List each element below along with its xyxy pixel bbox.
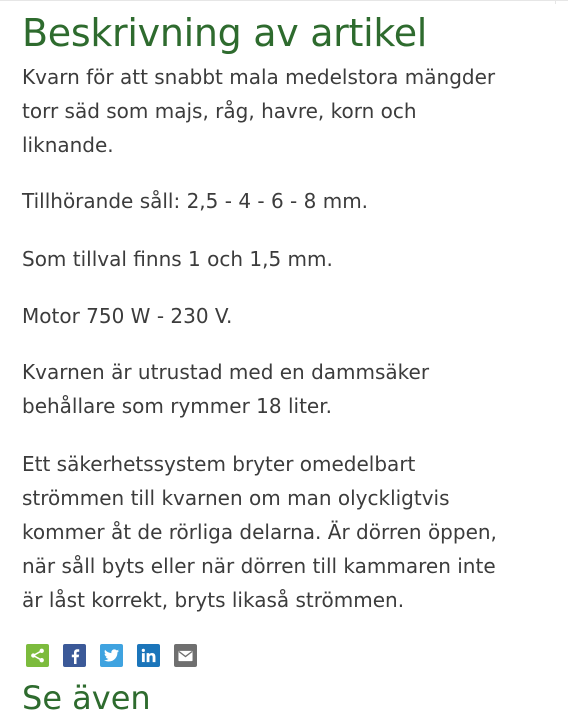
text-line: Tillhörande såll: 2,5 - 4 - 6 - 8 mm. [22, 189, 369, 213]
twitter-share-button[interactable] [100, 644, 123, 667]
text-line: Motor 750 W - 230 V. [22, 304, 233, 328]
share-buttons [26, 644, 197, 668]
text-line: strömmen till kvarnen om man olyckligtvis [22, 486, 450, 510]
top-divider [0, 0, 568, 1]
email-share-button[interactable] [174, 644, 197, 667]
description-paragraph-6 [22, 447, 562, 617]
text-line: Kvarn för att snabbt mala medelstora mängder [22, 65, 496, 89]
description-paragraph-5 [22, 355, 562, 423]
share-button[interactable] [26, 644, 49, 667]
text-line: behållare som rymmer 18 liter. [22, 394, 332, 418]
description-paragraph-4 [22, 299, 562, 333]
facebook-icon [69, 648, 81, 664]
linkedin-share-button[interactable] [137, 644, 160, 667]
facebook-share-button[interactable] [63, 644, 86, 667]
description-paragraph-2 [22, 184, 562, 218]
text-line: när såll byts eller när dörren till kammaren inte [22, 554, 496, 578]
section-title: Beskrivning av artikel [22, 11, 428, 55]
text-line: liknande. [22, 133, 114, 157]
top-divider-edge [555, 0, 556, 4]
text-line: Som tillval finns 1 och 1,5 mm. [22, 247, 333, 271]
description-paragraph-1 [22, 60, 562, 162]
text-line: torr säd som majs, råg, havre, korn och [22, 99, 417, 123]
email-icon [178, 650, 193, 662]
text-line: Kvarnen är utrustad med en dammsäker [22, 360, 430, 384]
see-also-heading: Se även [22, 679, 151, 717]
description-paragraph-3 [22, 242, 562, 276]
text-line: Ett säkerhetssystem bryter omedelbart [22, 452, 416, 476]
share-icon [30, 648, 45, 663]
linkedin-icon [141, 648, 156, 663]
text-line: är låst korrekt, bryts likaså strömmen. [22, 588, 405, 612]
twitter-icon [104, 649, 119, 662]
text-line: kommer åt de rörliga delarna. Är dörren öppen, [22, 520, 497, 544]
